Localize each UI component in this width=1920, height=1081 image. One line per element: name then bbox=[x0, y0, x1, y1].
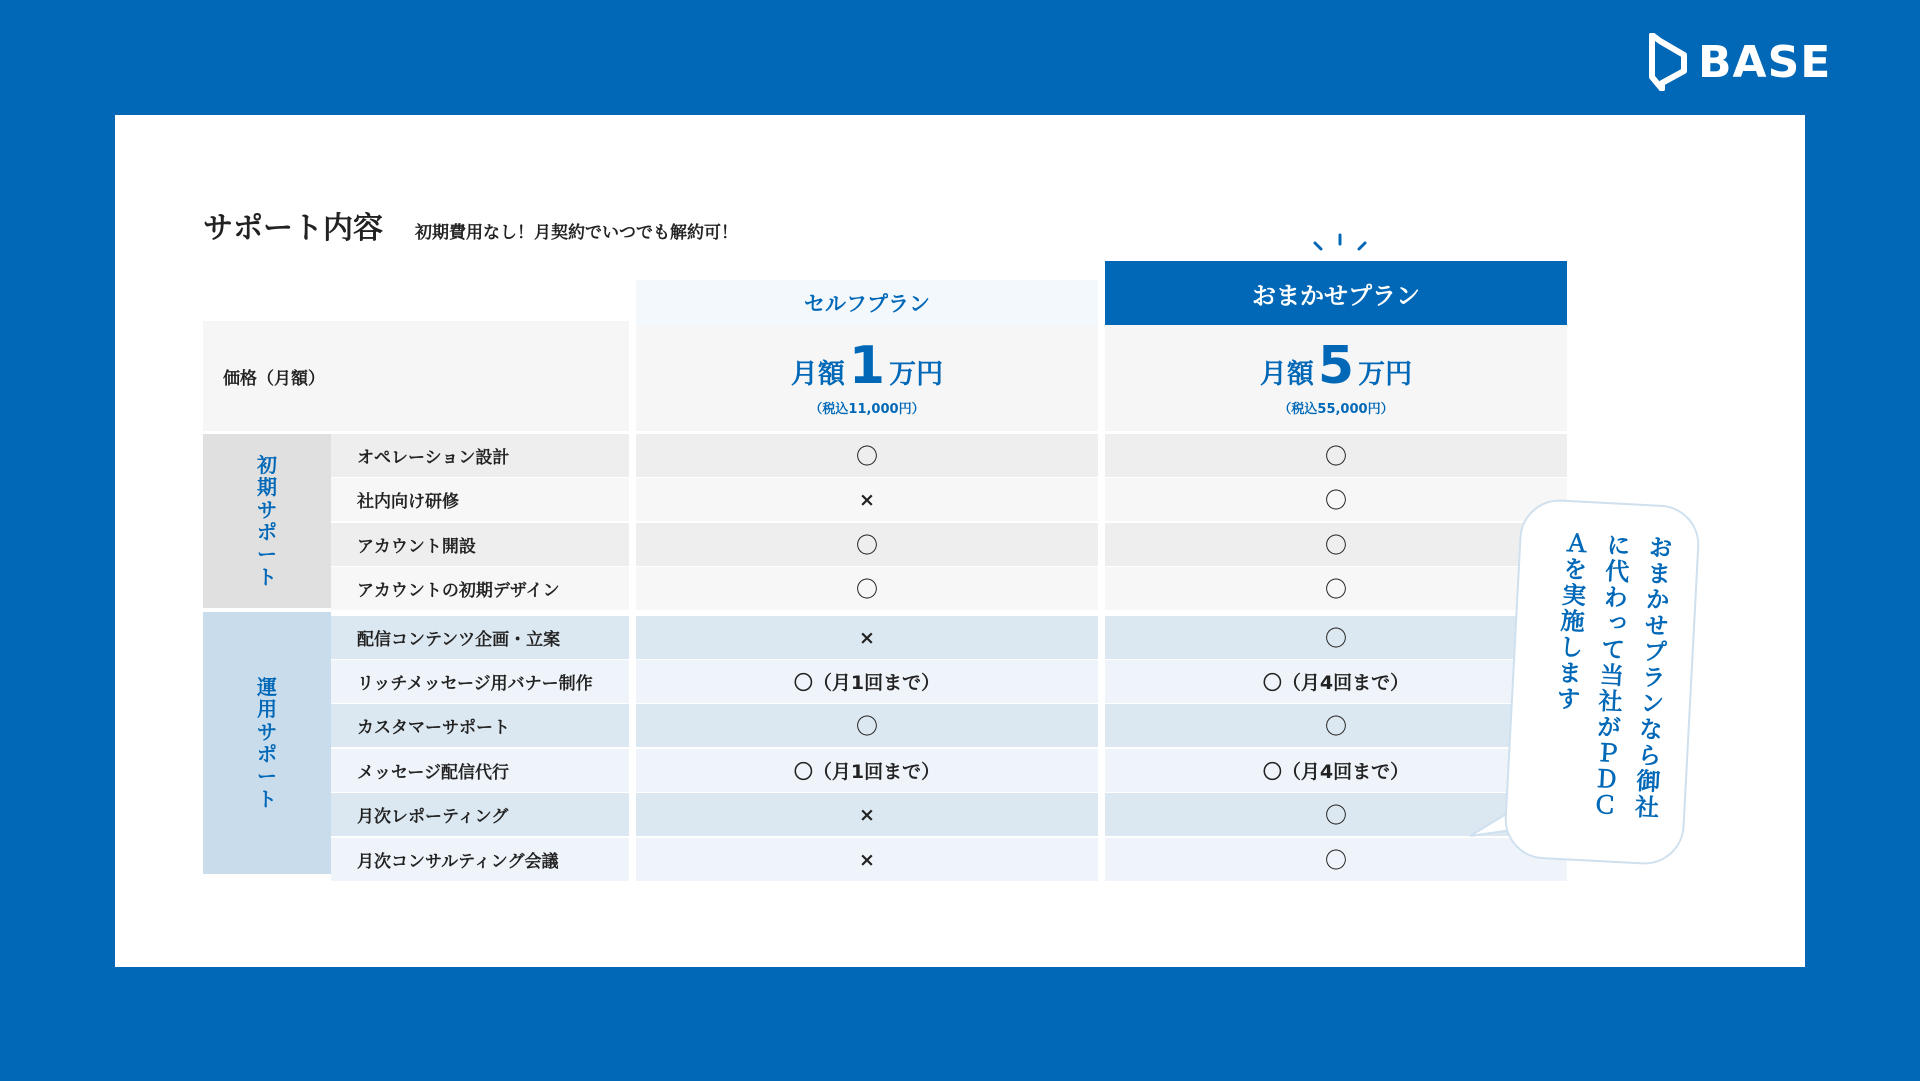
group-char: ト bbox=[257, 564, 277, 589]
self-price bbox=[636, 325, 1098, 431]
self-plan-mark: 〇 bbox=[636, 704, 1098, 747]
omakase-plan-mark: 〇（月4回まで） bbox=[1105, 749, 1567, 792]
omakase-plan-mark: 〇 bbox=[1105, 523, 1567, 566]
row-item-label: 月次コンサルティング会議 bbox=[331, 838, 629, 881]
page-title: サポート内容 bbox=[203, 211, 383, 246]
self-plan-mark: × bbox=[636, 616, 1098, 659]
row-item-label: 社内向け研修 bbox=[331, 478, 629, 521]
page-subtitle: 初期費用なし！月契約でいつでも解約可！ bbox=[415, 223, 738, 243]
brand-name: BASE bbox=[1698, 36, 1832, 88]
self-plan-mark: × bbox=[636, 838, 1098, 881]
sparkle-icon bbox=[1305, 233, 1375, 253]
group-char: ポ bbox=[257, 742, 277, 766]
omakase-price-prefix: 月額 bbox=[1259, 358, 1314, 390]
group-char: ト bbox=[257, 786, 277, 811]
omakase-price-tax: （税込55,000円） bbox=[1278, 401, 1394, 417]
initial-support-group bbox=[203, 434, 331, 608]
self-plan-mark: × bbox=[636, 478, 1098, 521]
row-item-label: 配信コンテンツ企画・立案 bbox=[331, 616, 629, 659]
row-item-label: アカウント開設 bbox=[331, 523, 629, 566]
omakase-price-suffix: 万円 bbox=[1358, 358, 1413, 390]
group-char: ポ bbox=[257, 520, 277, 544]
group-char: ー bbox=[257, 542, 277, 567]
omakase-plan-mark: 〇（月4回まで） bbox=[1105, 660, 1567, 703]
omakase-plan-mark: 〇 bbox=[1105, 704, 1567, 747]
omakase-plan-header: おまかせプラン bbox=[1105, 261, 1567, 325]
self-plan-mark: 〇 bbox=[636, 567, 1098, 610]
self-price-number: 1 bbox=[848, 335, 886, 396]
omakase-plan-mark: 〇 bbox=[1105, 478, 1567, 521]
omakase-plan-mark: 〇 bbox=[1105, 616, 1567, 659]
self-price-prefix: 月額 bbox=[790, 358, 845, 390]
omakase-plan-mark: 〇 bbox=[1105, 434, 1567, 477]
row-item-label: カスタマーサポート bbox=[331, 704, 629, 747]
base-logo-icon bbox=[1648, 33, 1688, 91]
row-item-label: アカウントの初期デザイン bbox=[331, 567, 629, 610]
self-plan-header: セルフプラン bbox=[636, 280, 1098, 325]
self-plan-mark: 〇（月1回まで） bbox=[636, 660, 1098, 703]
group-char: サ bbox=[257, 719, 277, 744]
speech-bubble bbox=[1503, 498, 1702, 867]
self-plan-mark: 〇 bbox=[636, 523, 1098, 566]
row-item-label: リッチメッセージ用バナー制作 bbox=[331, 660, 629, 703]
self-plan-mark: 〇（月1回まで） bbox=[636, 749, 1098, 792]
base-logo bbox=[1648, 32, 1831, 92]
self-plan-mark: × bbox=[636, 793, 1098, 836]
self-price-tax: （税込11,000円） bbox=[809, 401, 925, 417]
omakase-plan-mark: 〇 bbox=[1105, 793, 1567, 836]
group-char: 用 bbox=[257, 697, 277, 722]
operation-support-group bbox=[203, 612, 331, 874]
omakase-price-number: 5 bbox=[1317, 335, 1355, 396]
omakase-plan-mark: 〇 bbox=[1105, 838, 1567, 881]
group-char: 期 bbox=[257, 475, 277, 500]
group-char: 運 bbox=[257, 674, 277, 699]
self-plan-mark: 〇 bbox=[636, 434, 1098, 477]
self-price-suffix: 万円 bbox=[889, 358, 944, 390]
group-char: サ bbox=[257, 497, 277, 522]
bubble-text: おまかせプランなら御社に代わって当社がＰＤＣＡを実施します bbox=[1551, 529, 1673, 822]
row-item-label: 月次レポーティング bbox=[331, 793, 629, 836]
omakase-plan-mark: 〇 bbox=[1105, 567, 1567, 610]
omakase-price bbox=[1105, 325, 1567, 431]
row-item-label: オペレーション設計 bbox=[331, 434, 629, 477]
group-char: ー bbox=[257, 764, 277, 789]
title-row bbox=[203, 203, 738, 247]
price-label: 価格（月額） bbox=[203, 321, 629, 431]
group-char: 初 bbox=[257, 452, 277, 477]
row-item-label: メッセージ配信代行 bbox=[331, 749, 629, 792]
